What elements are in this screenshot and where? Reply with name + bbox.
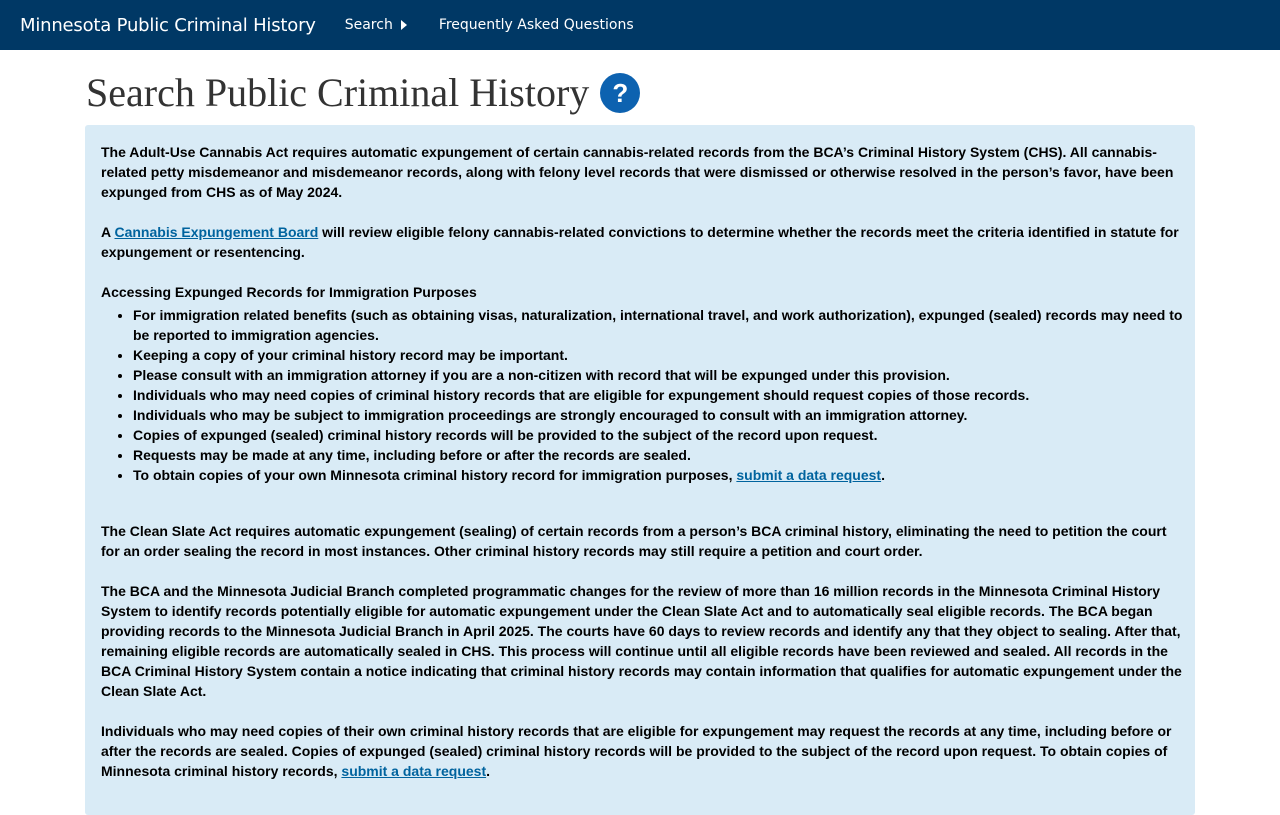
data-request-link[interactable]: submit a data request (341, 763, 487, 779)
page-title: Search Public Criminal History (86, 70, 590, 115)
clean-slate-paragraph: The Clean Slate Act requires automatic expungement (sealing) of certain records from a person’s BCA criminal history, eliminating the need to petition the court for an order sealing the record in most instances. Other criminal history records may still require a petition and court order. (101, 523, 1167, 559)
list-item: • Copies of expunged (sealed) criminal history records will be provided to the subject of the record upon request. (133, 425, 1183, 445)
page-heading-row (86, 70, 640, 116)
list-item: • Individuals who may need copies of criminal history records that are eligible for expungement should request copies of those records. (133, 385, 1183, 405)
cannabis-board-paragraph (101, 222, 1183, 262)
cannabis-act-paragraph: The Adult-Use Cannabis Act requires automatic expungement of certain cannabis-related records from the BCA’s Criminal History System (CHS). All cannabis-related petty misdemeanor and misdemeanor records, along with felony level records that were dismissed or otherwise resolved in the person’s favor, have been expunged from CHS as of May 2024. (101, 144, 1174, 200)
immigration-heading: Accessing Expunged Records for Immigration Purposes (101, 284, 477, 300)
nav-faq-link[interactable]: Frequently Asked Questions (438, 17, 634, 33)
list-item: • Keeping a copy of your criminal history record may be important. (133, 345, 1183, 365)
site-brand-link[interactable]: Minnesota Public Criminal History (20, 14, 316, 36)
list-item: • Requests may be made at any time, including before or after the records are sealed. (133, 445, 1183, 465)
cannabis-board-prefix: A (101, 224, 115, 240)
last-bullet-prefix: To obtain copies of your own Minnesota criminal history record for immigration purposes, (133, 467, 737, 483)
copies-request-suffix: . (486, 763, 490, 779)
bca-review-paragraph: The BCA and the Minnesota Judicial Branch completed programmatic changes for the review of more than 16 million records in the Minnesota Criminal History System to identify records potentially eligible for automatic expungement under the Clean Slate Act and to automatically seal eligible records. The BCA began providing records to the Minnesota Judicial Branch in April 2025. The courts have 60 days to review records and identify any that they object to sealing. After that, remaining eligible records are automatically sealed in CHS. This process will continue until all eligible records have been reviewed and sealed. All records in the BCA Criminal History System contain a notice indicating that criminal history records may contain information that qualifies for automatic expungement under the Clean Slate Act. (101, 583, 1182, 699)
help-question-icon[interactable]: ? (600, 73, 640, 113)
list-item: • For immigration related benefits (such as obtaining visas, naturalization, international travel, and work authorization), expunged (sealed) records may need to be reported to immigration agencies. (133, 305, 1183, 345)
last-bullet-suffix: . (881, 467, 885, 483)
immigration-data-request-link[interactable]: submit a data request (736, 467, 882, 483)
caret-right-icon (401, 20, 407, 30)
cannabis-board-suffix: will review eligible felony cannabis-related convictions to determine whether the records meet the criteria identified in statute for expungement or resentencing. (101, 224, 1179, 260)
list-item: • Please consult with an immigration attorney if you are a non-citizen with record that will be expunged under this provision. (133, 365, 1183, 385)
immigration-bullet-list (101, 305, 1183, 485)
cannabis-expungement-board-link[interactable]: Cannabis Expungement Board (114, 224, 319, 240)
list-item: • Individuals who may be subject to immigration proceedings are strongly encouraged to consult with an immigration attorney. (133, 405, 1183, 425)
expungement-notice-panel (85, 125, 1195, 815)
nav-search-label: Search (344, 17, 393, 33)
nav-search-menu[interactable] (345, 17, 407, 33)
copies-request-paragraph (101, 721, 1183, 781)
list-item (133, 465, 1183, 485)
top-navbar (0, 0, 1280, 50)
copies-request-prefix: Individuals who may need copies of their own criminal history records that are eligible for expungement may request the records at any time, including before or after the records are sealed. Copies of expunged (sealed) criminal history records will be provided to the subject of the record upon request. To obtain copies of Minnesota criminal history records, (101, 723, 1172, 779)
